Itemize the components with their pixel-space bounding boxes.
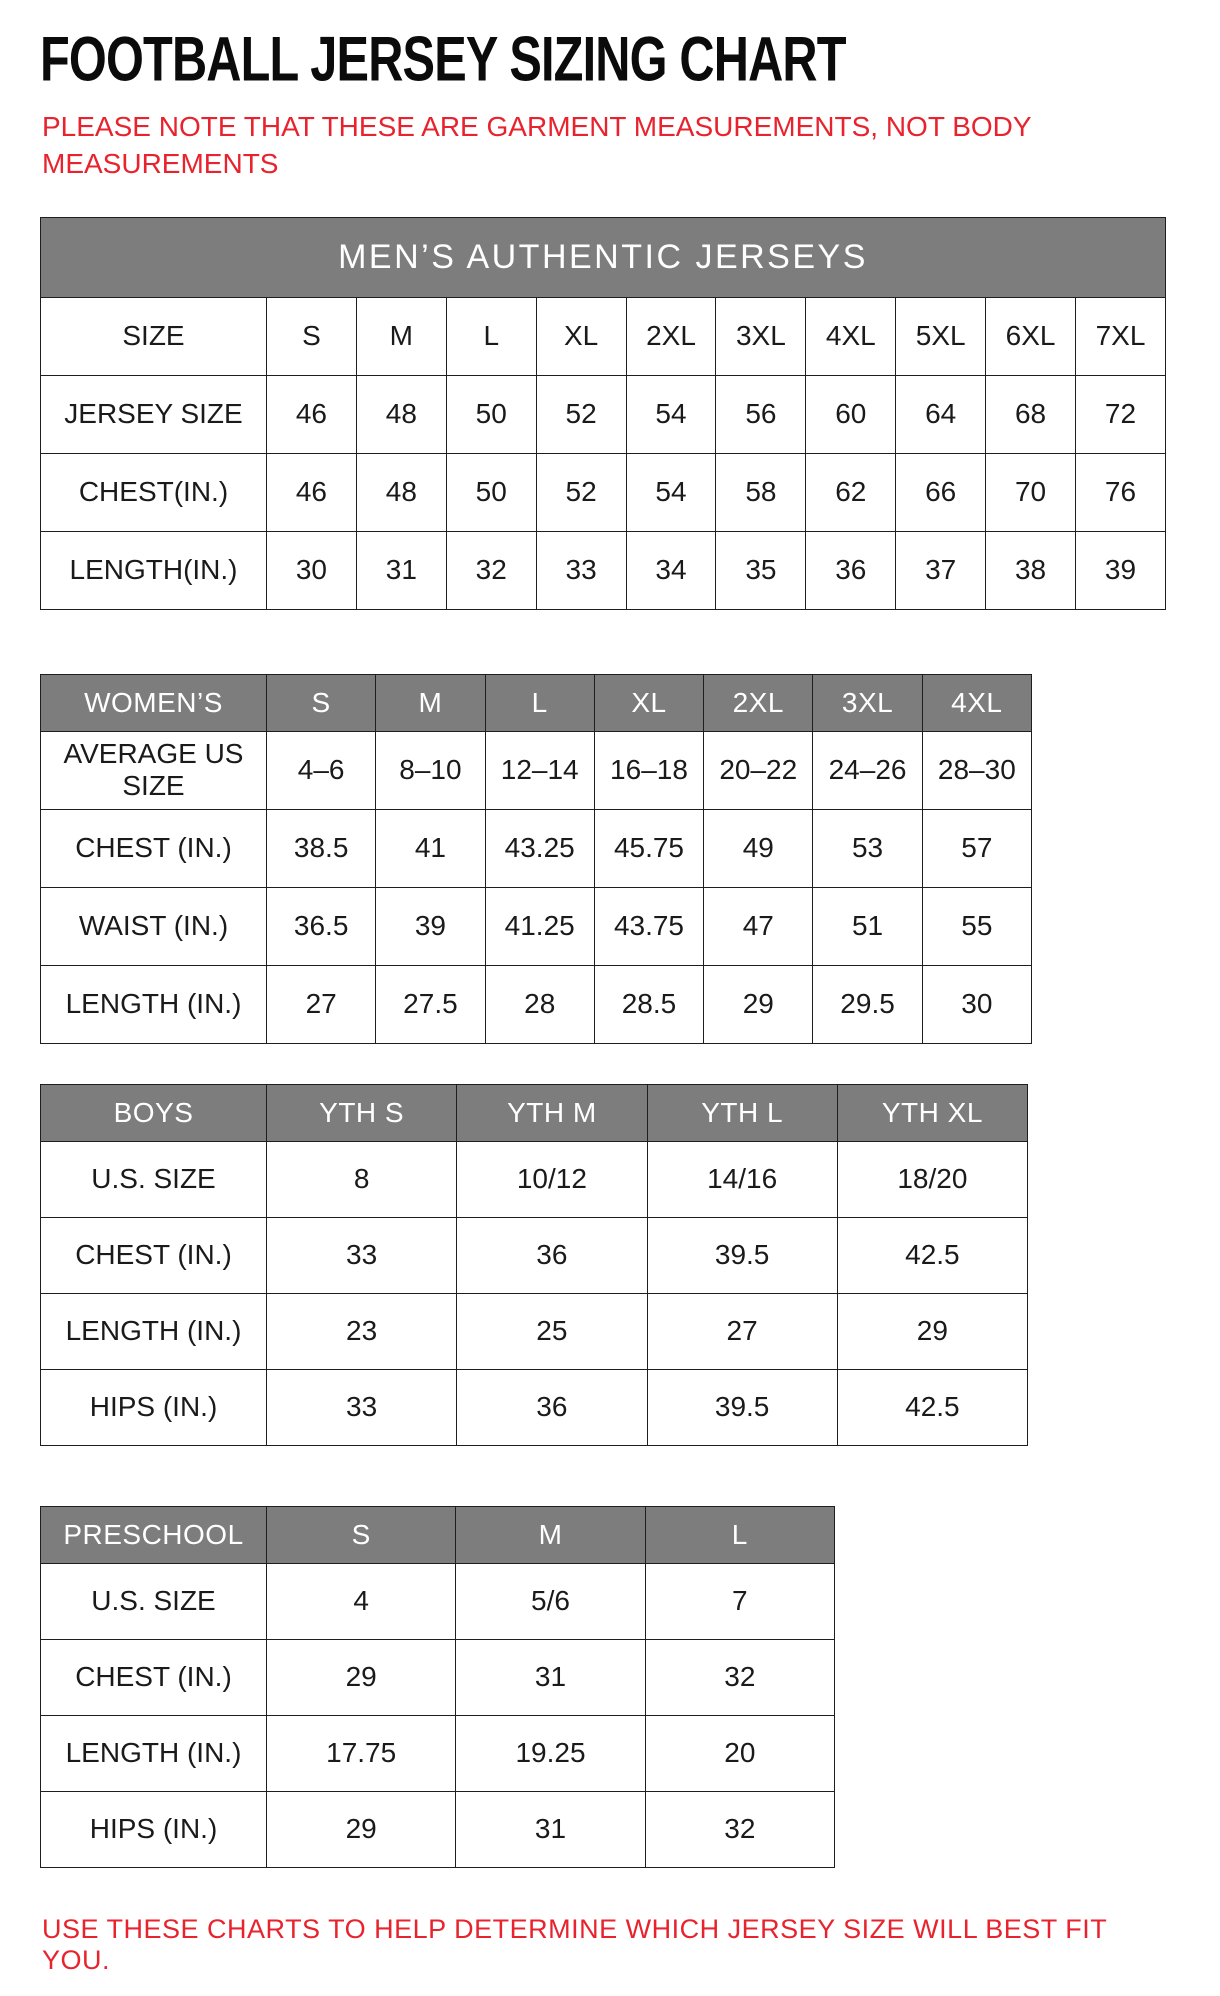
value-cell: 27 [267,965,376,1043]
value-cell: 32 [645,1791,834,1867]
womens-header-cell: 4XL [922,674,1031,731]
garment-measurements-note [42,109,1180,183]
row-label: CHEST (IN.) [41,1217,267,1293]
value-cell: 42.5 [837,1217,1027,1293]
row-label: LENGTH (IN.) [41,965,267,1043]
value-cell: 45.75 [594,809,703,887]
womens-row [41,809,1032,887]
value-cell: 4 [267,1563,456,1639]
row-label: AVERAGE US SIZE [41,731,267,809]
value-cell: 36 [457,1369,647,1445]
value-cell: 46 [267,453,357,531]
value-cell: 31 [356,531,446,609]
value-cell: 17.75 [267,1715,456,1791]
value-cell: 12–14 [485,731,594,809]
value-cell: 14/16 [647,1141,837,1217]
row-label: U.S. SIZE [41,1563,267,1639]
mens-authentic-jerseys-row [41,453,1166,531]
value-cell: 7XL [1076,297,1166,375]
value-cell: 53 [813,809,922,887]
value-cell: 23 [267,1293,457,1369]
value-cell: 37 [896,531,986,609]
preschool-row [41,1639,835,1715]
value-cell: 50 [446,453,536,531]
page-title: FOOTBALL JERSEY SIZING CHART [40,24,846,95]
value-cell: 33 [536,531,626,609]
value-cell: 8 [267,1141,457,1217]
value-cell: 43.75 [594,887,703,965]
value-cell: 10/12 [457,1141,647,1217]
value-cell: 4–6 [267,731,376,809]
note-line-2: MEASUREMENTS [42,147,279,179]
value-cell: 41.25 [485,887,594,965]
value-cell: 39 [376,887,485,965]
boys-row [41,1293,1028,1369]
value-cell: 20–22 [704,731,813,809]
value-cell: 58 [716,453,806,531]
value-cell: 39.5 [647,1369,837,1445]
value-cell: 28.5 [594,965,703,1043]
value-cell: 20 [645,1715,834,1791]
womens-header-cell: L [485,674,594,731]
womens-header-cell: 3XL [813,674,922,731]
preschool-header-cell: L [645,1506,834,1563]
value-cell: 34 [626,531,716,609]
womens-header-cell: XL [594,674,703,731]
womens-header-cell: S [267,674,376,731]
value-cell: 7 [645,1563,834,1639]
row-label: SIZE [41,297,267,375]
preschool-header-row [41,1506,835,1563]
value-cell: 29 [837,1293,1027,1369]
womens-row [41,965,1032,1043]
value-cell: 49 [704,809,813,887]
value-cell: 3XL [716,297,806,375]
value-cell: 50 [446,375,536,453]
boys-header-cell: YTH L [647,1084,837,1141]
value-cell: 31 [456,1639,645,1715]
mens-authentic-jerseys-banner-row [41,217,1166,297]
value-cell: 68 [986,375,1076,453]
value-cell: 28 [485,965,594,1043]
mens-authentic-jerseys-row [41,297,1166,375]
value-cell: 52 [536,453,626,531]
value-cell: 72 [1076,375,1166,453]
footer-note: USE THESE CHARTS TO HELP DETERMINE WHICH JERSEY SIZE WILL BEST FIT YOU. [42,1913,1107,1975]
value-cell: 33 [267,1369,457,1445]
value-cell: 55 [922,887,1031,965]
womens-sizing-table [40,674,1032,1044]
value-cell: 51 [813,887,922,965]
row-label: HIPS (IN.) [41,1369,267,1445]
womens-row [41,731,1032,809]
mens-authentic-jerseys-banner: MEN’S AUTHENTIC JERSEYS [41,217,1166,297]
boys-row [41,1217,1028,1293]
row-label: WAIST (IN.) [41,887,267,965]
value-cell: 52 [536,375,626,453]
row-label: U.S. SIZE [41,1141,267,1217]
value-cell: M [356,297,446,375]
value-cell: 47 [704,887,813,965]
preschool-row [41,1715,835,1791]
preschool-sizing-table [40,1506,835,1868]
value-cell: 29 [267,1639,456,1715]
womens-header-cell: 2XL [704,674,813,731]
boys-row [41,1369,1028,1445]
value-cell: 38 [986,531,1076,609]
mens-authentic-jerseys-row [41,375,1166,453]
value-cell: 28–30 [922,731,1031,809]
value-cell: 46 [267,375,357,453]
preschool-row [41,1563,835,1639]
preschool-header-cell: M [456,1506,645,1563]
value-cell: 29 [267,1791,456,1867]
preschool-header-label: PRESCHOOL [41,1506,267,1563]
value-cell: 5XL [896,297,986,375]
value-cell: 36.5 [267,887,376,965]
mens-authentic-jerseys-table [40,217,1166,610]
value-cell: 30 [267,531,357,609]
value-cell: 62 [806,453,896,531]
womens-header-label: WOMEN’S [41,674,267,731]
note-line-1: PLEASE NOTE THAT THESE ARE GARMENT MEASUREMENTS, NOT BODY [42,111,1032,142]
value-cell: 24–26 [813,731,922,809]
value-cell: 64 [896,375,986,453]
row-label: LENGTH(IN.) [41,531,267,609]
value-cell: L [446,297,536,375]
value-cell: 57 [922,809,1031,887]
preschool-header-cell: S [267,1506,456,1563]
row-label: LENGTH (IN.) [41,1715,267,1791]
womens-header-cell: M [376,674,485,731]
value-cell: 29 [704,965,813,1043]
womens-row [41,887,1032,965]
value-cell: S [267,297,357,375]
boys-header-cell: YTH XL [837,1084,1027,1141]
value-cell: 60 [806,375,896,453]
value-cell: 35 [716,531,806,609]
womens-header-row [41,674,1032,731]
value-cell: 70 [986,453,1076,531]
value-cell: 66 [896,453,986,531]
value-cell: 32 [446,531,536,609]
boys-header-label: BOYS [41,1084,267,1141]
value-cell: 39 [1076,531,1166,609]
value-cell: 31 [456,1791,645,1867]
value-cell: 27.5 [376,965,485,1043]
value-cell: 38.5 [267,809,376,887]
value-cell: 19.25 [456,1715,645,1791]
value-cell: 48 [356,453,446,531]
row-label: LENGTH (IN.) [41,1293,267,1369]
value-cell: 32 [645,1639,834,1715]
boys-header-row [41,1084,1028,1141]
value-cell: 18/20 [837,1141,1027,1217]
row-label: HIPS (IN.) [41,1791,267,1867]
value-cell: 76 [1076,453,1166,531]
value-cell: 41 [376,809,485,887]
value-cell: 36 [806,531,896,609]
value-cell: 30 [922,965,1031,1043]
value-cell: 8–10 [376,731,485,809]
value-cell: 25 [457,1293,647,1369]
value-cell: 29.5 [813,965,922,1043]
value-cell: 36 [457,1217,647,1293]
boys-header-cell: YTH S [267,1084,457,1141]
row-label: JERSEY SIZE [41,375,267,453]
value-cell: 16–18 [594,731,703,809]
value-cell: 43.25 [485,809,594,887]
value-cell: 5/6 [456,1563,645,1639]
boys-sizing-table [40,1084,1028,1446]
preschool-row [41,1791,835,1867]
value-cell: XL [536,297,626,375]
value-cell: 42.5 [837,1369,1027,1445]
mens-authentic-jerseys-row [41,531,1166,609]
row-label: CHEST (IN.) [41,809,267,887]
value-cell: 54 [626,375,716,453]
boys-header-cell: YTH M [457,1084,647,1141]
value-cell: 48 [356,375,446,453]
value-cell: 39.5 [647,1217,837,1293]
row-label: CHEST (IN.) [41,1639,267,1715]
row-label: CHEST(IN.) [41,453,267,531]
value-cell: 2XL [626,297,716,375]
boys-row [41,1141,1028,1217]
value-cell: 4XL [806,297,896,375]
value-cell: 27 [647,1293,837,1369]
value-cell: 54 [626,453,716,531]
value-cell: 56 [716,375,806,453]
value-cell: 6XL [986,297,1076,375]
value-cell: 33 [267,1217,457,1293]
